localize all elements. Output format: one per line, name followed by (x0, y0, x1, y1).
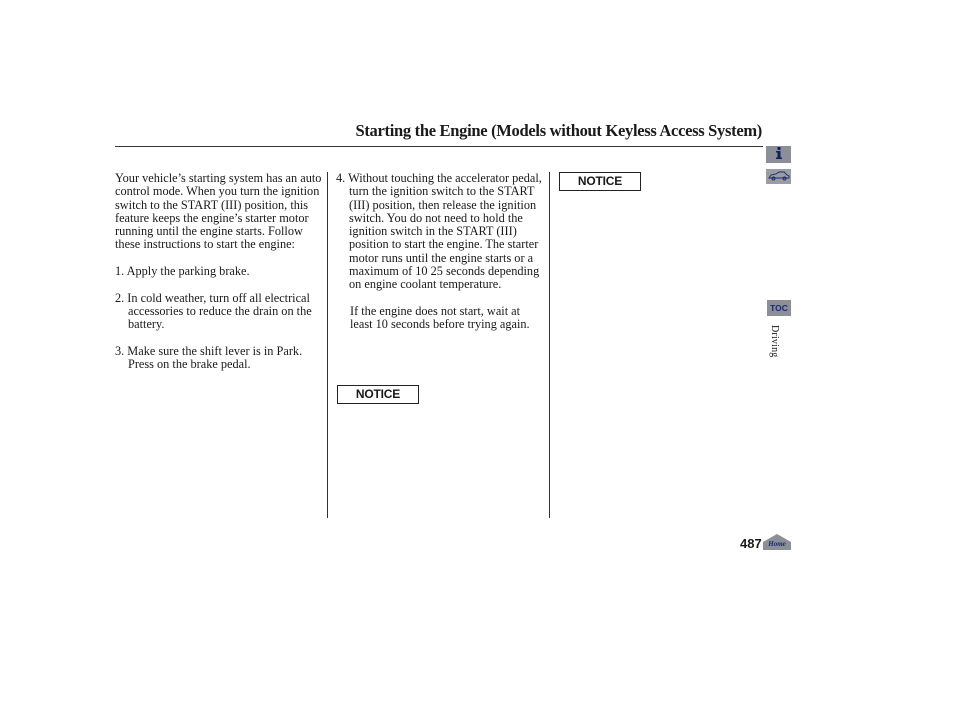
section-label: Driving (769, 325, 780, 358)
vehicle-button[interactable] (766, 169, 791, 184)
title-rule (115, 146, 763, 147)
column-2 (336, 172, 542, 345)
page-number: 487 (740, 536, 762, 551)
page-title: Starting the Engine (Models without Keyless Access System) (355, 121, 762, 140)
home-icon (763, 534, 791, 550)
info-button[interactable] (766, 146, 791, 163)
car-icon (768, 168, 790, 186)
step-1: 1. Apply the parking brake. (115, 264, 250, 279)
step-3: 3. Make sure the shift lever is in Park. Press on the brake pedal. (115, 343, 303, 372)
notice-box: NOTICE (337, 385, 419, 404)
notice-box: NOTICE (559, 172, 641, 191)
home-label: Home (768, 540, 786, 548)
step-4: 4. Without touching the accelerator pedal, turn the ignition switch to the START (III) position, then release the ignition switch. You do not need to hold the ignition switch in the START (III) position to start the engine. The starter motor runs until the engine starts or a maximum of 10 25 seconds depending on engine coolant temperature. (336, 171, 542, 292)
toc-button[interactable]: TOC (767, 300, 791, 316)
intro-paragraph: Your vehicle’s starting system has an auto control mode. When you turn the ignition switch to the START (III) position, this feature keeps the engine’s starter motor running until the engine starts. Follow these instructions to start the engine: (115, 171, 322, 252)
home-button[interactable] (763, 534, 791, 550)
step-2: 2. In cold weather, turn off all electrical accessories to reduce the drain on the battery. (115, 290, 312, 332)
info-icon (775, 147, 783, 162)
retry-paragraph: If the engine does not start, wait at least 10 seconds before trying again. (350, 303, 530, 332)
column-divider-2 (549, 172, 550, 518)
column-1 (115, 172, 323, 385)
column-divider-1 (327, 172, 328, 518)
